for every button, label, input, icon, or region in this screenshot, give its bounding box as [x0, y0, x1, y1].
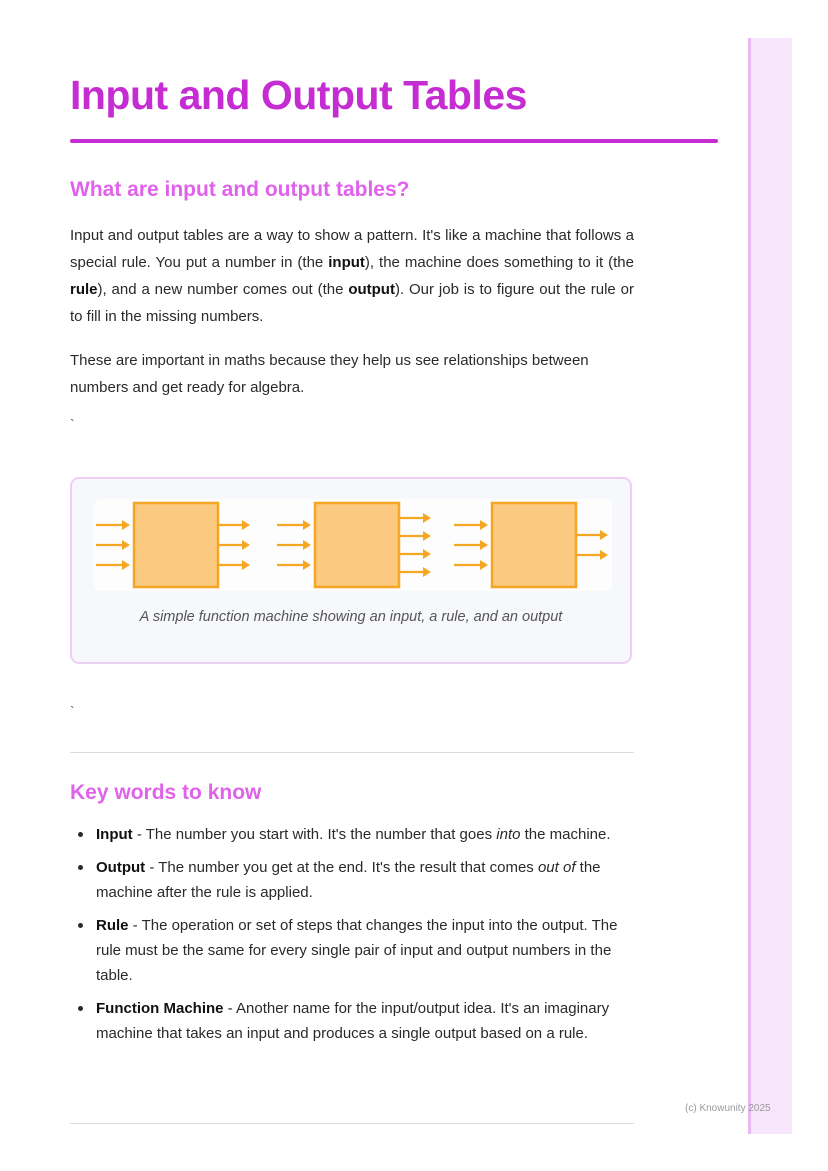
text-run: - Another name for the input/output idea. It's an imaginary machine that takes an input and produces a single output based on a rule. — [96, 1000, 610, 1042]
bold-term: Output — [96, 859, 146, 876]
bold-term: Rule — [96, 917, 129, 934]
text-run: ), the machine does something to it (the — [364, 254, 634, 271]
machine-box — [134, 503, 218, 587]
function-machine-figure — [70, 477, 632, 664]
stray-backtick-2: ` — [70, 703, 75, 719]
output-arrow — [576, 550, 608, 560]
output-arrow — [218, 540, 250, 550]
output-arrow — [218, 520, 250, 530]
input-arrow — [454, 560, 488, 570]
key-word-item — [70, 855, 630, 905]
stray-backtick: ` — [70, 416, 75, 432]
bold-term: input — [328, 254, 365, 271]
text-run: ), and a new number comes out (the — [97, 281, 349, 298]
bold-term: Function Machine — [96, 1000, 224, 1017]
key-word-item — [70, 822, 630, 847]
input-arrow — [454, 540, 488, 550]
bold-term: rule — [70, 281, 98, 298]
input-arrow — [96, 520, 130, 530]
machine-box — [492, 503, 576, 587]
text-run: ). Our job is to figure out the rule or to fill in the missing numbers. — [70, 281, 634, 325]
text-run: - The number you get at the end. It's the result that comes — [145, 859, 538, 876]
output-arrow — [399, 567, 431, 577]
section-heading-key-words: Key words to know — [70, 781, 262, 804]
section-divider — [70, 752, 634, 753]
input-arrow — [454, 520, 488, 530]
output-arrow — [399, 513, 431, 523]
page-margin-band — [748, 38, 792, 1134]
input-arrow — [96, 540, 130, 550]
bold-term: output — [348, 281, 395, 298]
text-run: the machine. — [520, 826, 611, 843]
bold-term: Input — [96, 826, 133, 843]
italic-text: out of — [537, 859, 576, 876]
intro-paragraph — [70, 222, 634, 330]
figure-caption: A simple function machine showing an input, a rule, and an output — [139, 609, 563, 625]
figure-canvas — [94, 499, 612, 591]
italic-text: into — [496, 826, 521, 843]
text-run: Input and output tables are a way to show a pattern. It's like a machine that follows a special rule. You put a number in (the — [70, 227, 634, 271]
bottom-divider — [70, 1123, 634, 1124]
copyright-footer: (c) Knowunity 2025 — [685, 1103, 771, 1114]
function-machine-diagram — [94, 499, 612, 591]
importance-paragraph: These are important in maths because they help us see relationships between numbers and get ready for algebra. — [70, 352, 589, 396]
text-run: - The operation or set of steps that changes the input into the output. The rule must be the same for every single pair of input and output numbers in the table. — [96, 917, 618, 984]
section-heading-what-are: What are input and output tables? — [70, 178, 410, 201]
output-arrow — [399, 549, 431, 559]
input-arrow — [277, 560, 311, 570]
output-arrow — [576, 530, 608, 540]
key-words-list — [70, 822, 630, 1054]
page-title: Input and Output Tables — [70, 72, 527, 118]
output-arrow — [218, 560, 250, 570]
key-word-item — [70, 913, 630, 988]
machine-box — [315, 503, 399, 587]
text-run: the machine after the rule is applied. — [96, 859, 601, 901]
output-arrow — [399, 531, 431, 541]
text-run: - The number you start with. It's the number that goes — [132, 826, 497, 843]
input-arrow — [277, 520, 311, 530]
title-underline — [70, 139, 718, 143]
page-margin-line — [748, 38, 751, 1134]
input-arrow — [96, 560, 130, 570]
key-word-item — [70, 996, 630, 1046]
input-arrow — [277, 540, 311, 550]
